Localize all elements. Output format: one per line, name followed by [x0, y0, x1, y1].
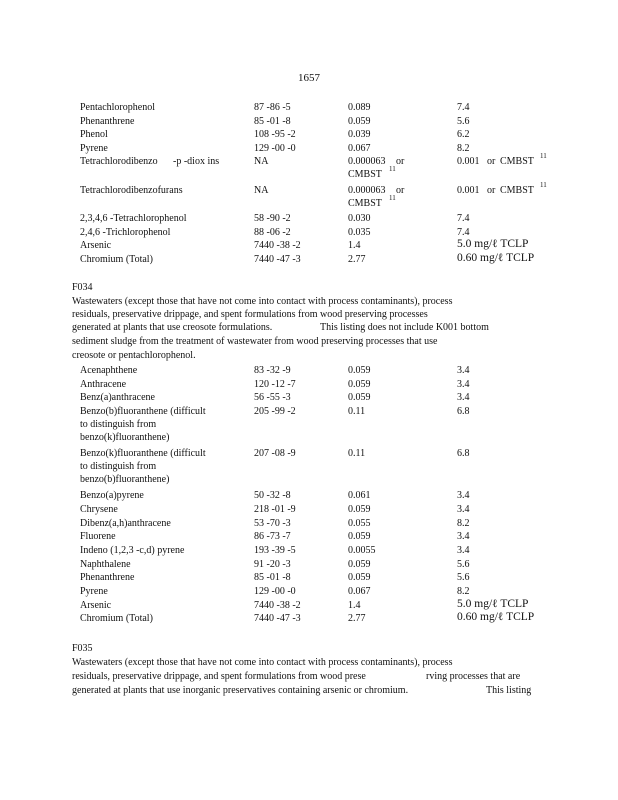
or-text: or [487, 156, 496, 167]
constituent-name-cont: benzo(b)fluoranthene) [80, 474, 170, 486]
nonwastewater-conc: 5.6 [457, 115, 470, 127]
cas-number: 7440 -47 -3 [254, 613, 301, 625]
waste-description-line: creosote or pentachlorophenol. [72, 350, 196, 361]
waste-description-line: generated at plants that use inorganic preservatives containing arsenic or chromium. [72, 685, 409, 696]
constituent-name: Pyrene [80, 586, 108, 597]
constituent-name: Indeno (1,2,3 -c,d) pyrene [80, 544, 185, 556]
waste-code: F035 [72, 643, 93, 654]
waste-description-line: generated at plants that use creosote formulations. [72, 322, 273, 333]
wastewater-conc: 0.039 [348, 129, 371, 140]
constituent-name: Chromium (Total) [80, 613, 153, 625]
waste-description-line: Wastewaters (except those that have not come into contact with process contaminants), process [72, 657, 453, 668]
nonwastewater-conc: 3.4 [457, 503, 470, 515]
constituent-name: Benz(a)anthracene [80, 392, 155, 404]
constituent-name: Chrysene [80, 503, 118, 515]
wastewater-conc: 1.4 [348, 240, 361, 251]
cmbst-text: CMBST [348, 169, 382, 180]
wastewater-conc: 0.059 [348, 503, 371, 515]
cas-number: 129 -00 -0 [254, 586, 296, 597]
wastewater-conc: 0.11 [348, 406, 366, 418]
cas-number: 7440 -38 -2 [254, 599, 301, 611]
wastewater-conc: 0.061 [348, 490, 371, 502]
wastewater-conc: 0.059 [348, 572, 371, 584]
nonwastewater-conc: 0.60 mg/ℓ TCLP [457, 251, 535, 264]
constituent-name-cont: to distinguish from [80, 419, 157, 431]
nonwastewater-conc: 3.4 [457, 531, 470, 543]
nonwastewater-conc: 5.0 mg/ℓ TCLP [457, 238, 529, 250]
wastewater-conc: 0.059 [348, 378, 371, 390]
cas-number: 129 -00 -0 [254, 142, 296, 154]
cas-number: 83 -32 -9 [254, 365, 291, 376]
constituent-name: Benzo(b)fluoranthene (difficult [80, 406, 206, 418]
constituent-name: Benzo(a)pyrene [80, 490, 144, 502]
wastewater-conc: 0.059 [348, 392, 371, 404]
cas-number: 193 -39 -5 [254, 544, 296, 556]
nonwastewater-conc: 5.6 [457, 572, 470, 584]
cas-number: 87 -86 -5 [254, 102, 291, 113]
constituent-name: Arsenic [80, 599, 112, 611]
cas-number: 88 -06 -2 [254, 226, 291, 238]
nonwastewater-conc: 3.4 [457, 490, 470, 502]
wastewater-conc: 0.059 [348, 531, 371, 543]
nonwastewater-conc: 8.2 [457, 517, 470, 529]
constituent-name: Benzo(k)fluoranthene (difficult [80, 448, 206, 460]
constituent-name: Phenol [80, 129, 108, 140]
cmbst-text: CMBST [500, 185, 534, 196]
wastewater-conc: 0.055 [348, 517, 371, 529]
nonwastewater-conc: 8.2 [457, 586, 470, 597]
cmbst-text: CMBST [348, 198, 382, 209]
or-text: or [487, 185, 496, 196]
nonwastewater-conc: 3.4 [457, 544, 470, 556]
cas-number: 56 -55 -3 [254, 392, 291, 404]
nonwastewater-conc: 8.2 [457, 142, 470, 154]
constituent-name: Anthracene [80, 378, 127, 390]
cas-number: 53 -70 -3 [254, 517, 291, 529]
cas-number: NA [254, 156, 269, 167]
nonwastewater-conc: 0.60 mg/ℓ TCLP [457, 611, 535, 624]
cas-number: 91 -20 -3 [254, 558, 291, 570]
waste-code: F034 [72, 282, 93, 293]
cas-number: 85 -01 -8 [254, 572, 291, 584]
footnote-ref: 11 [389, 165, 396, 173]
waste-description-line: residuals, preservative drippage, and spent formulations from wood preserving processes [72, 309, 428, 320]
nonwastewater-conc: 3.4 [457, 365, 470, 376]
waste-description-line: rving processes that are [426, 671, 521, 682]
wastewater-conc: 0.059 [348, 558, 371, 570]
cas-number: 86 -73 -7 [254, 531, 291, 543]
cas-number: 207 -08 -9 [254, 448, 296, 460]
cas-number: 58 -90 -2 [254, 213, 291, 224]
constituent-name: Pyrene [80, 142, 108, 154]
wastewater-conc: 0.0055 [348, 544, 376, 556]
waste-description-line: This listing does not include K001 bottom [320, 322, 489, 333]
wastewater-conc: 0.059 [348, 365, 371, 376]
cas-number: 50 -32 -8 [254, 490, 291, 502]
constituent-name: 2,4,6 -Trichlorophenol [80, 226, 171, 238]
waste-description-line: sediment sludge from the treatment of wastewater from wood preserving processes that use [72, 336, 438, 347]
constituent-name: Phenanthrene [80, 572, 135, 584]
footnote-ref: 11 [540, 152, 547, 160]
constituent-name-cont: to distinguish from [80, 461, 157, 473]
or-text: or [396, 156, 405, 167]
waste-description-line: This listing [486, 685, 532, 696]
wastewater-conc: 1.4 [348, 599, 361, 611]
waste-description-line: residuals, preservative drippage, and spent formulations from wood prese [72, 671, 366, 682]
wastewater-conc: 0.067 [348, 142, 371, 154]
constituent-name: Naphthalene [80, 558, 131, 570]
cas-number: 205 -99 -2 [254, 406, 296, 418]
wastewater-conc: 0.000063 [348, 185, 386, 196]
constituent-name: 2,3,4,6 -Tetrachlorophenol [80, 213, 187, 224]
wastewater-conc: 0.11 [348, 448, 366, 460]
constituent-name: Pentachlorophenol [80, 102, 155, 113]
nonwastewater-conc: 5.0 mg/ℓ TCLP [457, 597, 529, 610]
nonwastewater-conc: 7.4 [457, 102, 470, 113]
wastewater-conc: 0.067 [348, 586, 371, 597]
cas-number: 7440 -38 -2 [254, 240, 301, 251]
constituent-name: Fluorene [80, 531, 116, 543]
nonwastewater-conc: 6.8 [457, 406, 470, 418]
cas-number: 218 -01 -9 [254, 503, 296, 515]
page-number: 1657 [298, 72, 320, 84]
cas-number: NA [254, 185, 269, 196]
wastewater-conc: 0.089 [348, 102, 371, 113]
footnote-ref: 11 [540, 181, 547, 189]
wastewater-conc: 0.059 [348, 115, 371, 127]
constituent-name: Dibenz(a,h)anthracene [80, 517, 171, 529]
constituent-name: Tetrachlorodibenzofurans [80, 185, 183, 196]
wastewater-conc: 2.77 [348, 253, 366, 265]
constituent-name: Chromium (Total) [80, 253, 153, 265]
wastewater-conc: 0.000063 [348, 156, 386, 167]
nonwastewater-conc: 7.4 [457, 213, 470, 224]
or-text: or [396, 185, 405, 196]
nonwastewater-conc: 5.6 [457, 558, 470, 570]
wastewater-conc: 2.77 [348, 613, 366, 625]
constituent-name: Arsenic [80, 240, 112, 251]
constituent-name-cont: benzo(k)fluoranthene) [80, 432, 170, 444]
nonwastewater-conc: 0.001 [457, 185, 480, 196]
constituent-name: Acenaphthene [80, 365, 138, 376]
waste-description-line: Wastewaters (except those that have not come into contact with process contaminants), process [72, 296, 453, 307]
nonwastewater-conc: 6.2 [457, 129, 470, 140]
cas-number: 85 -01 -8 [254, 115, 291, 127]
constituent-name-suffix: -p -diox ins [173, 156, 220, 167]
cmbst-text: CMBST [500, 156, 534, 167]
footnote-ref: 11 [389, 194, 396, 202]
cas-number: 120 -12 -7 [254, 378, 296, 390]
nonwastewater-conc: 3.4 [457, 378, 470, 390]
wastewater-conc: 0.035 [348, 226, 371, 238]
cas-number: 7440 -47 -3 [254, 253, 301, 265]
nonwastewater-conc: 7.4 [457, 226, 470, 238]
nonwastewater-conc: 0.001 [457, 156, 480, 167]
constituent-name: Phenanthrene [80, 115, 135, 127]
wastewater-conc: 0.030 [348, 213, 371, 224]
cas-number: 108 -95 -2 [254, 129, 296, 140]
nonwastewater-conc: 3.4 [457, 392, 470, 404]
nonwastewater-conc: 6.8 [457, 448, 470, 460]
constituent-name: Tetrachlorodibenzo [80, 156, 158, 167]
